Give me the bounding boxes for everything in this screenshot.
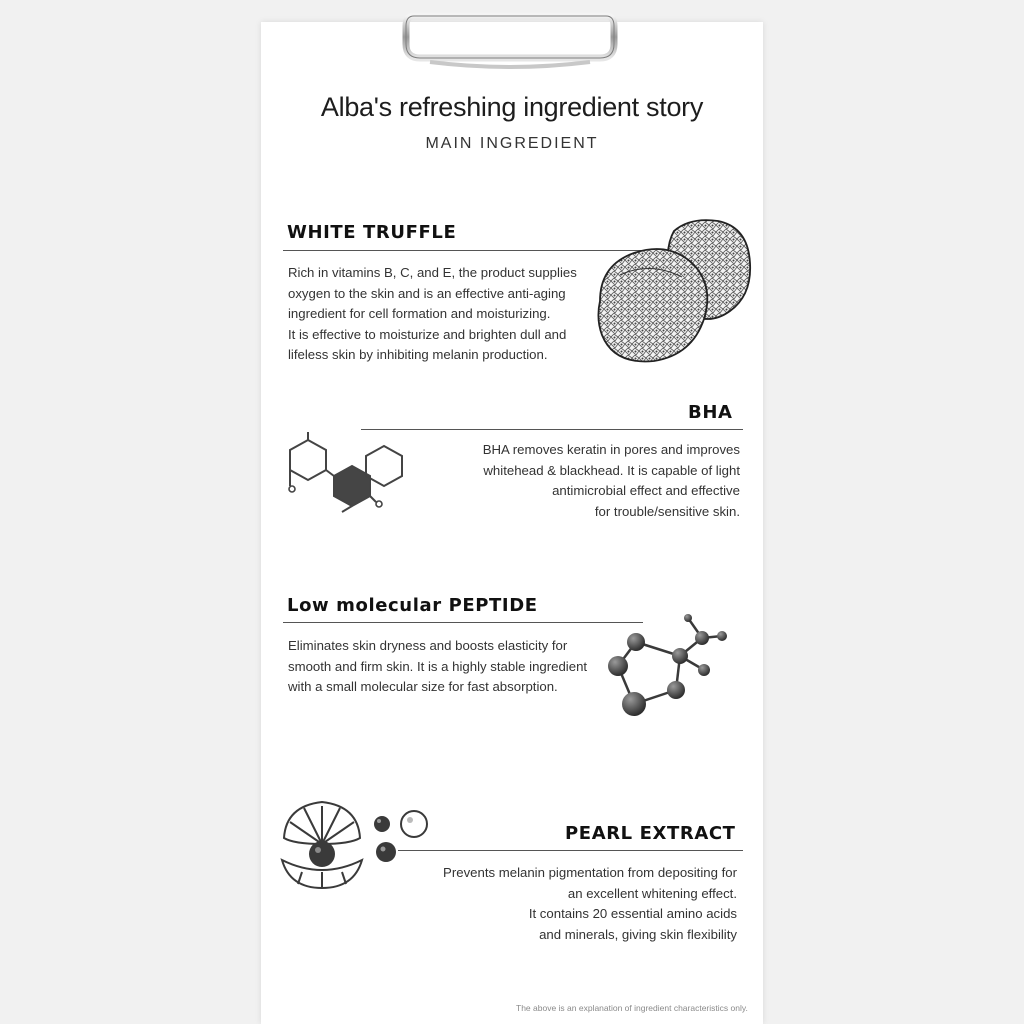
pearl-extract-heading: PEARL EXTRACT — [565, 823, 736, 844]
peptide-description: Eliminates skin dryness and boosts elasticity for smooth and firm skin. It is a highly stable ingredient with a small molecular size for fast absorption. — [288, 638, 588, 694]
pearl-shell-icon — [274, 798, 444, 894]
bha-description: BHA removes keratin in pores and improves whitehead & blackhead. It is capable of light antimicrobial effect and effective for trouble/sensitive skin. — [482, 442, 740, 519]
peptide-heading: Low molecular PEPTIDE — [287, 595, 538, 616]
peptide-rule — [283, 622, 643, 623]
pearl-extract-description: Prevents melanin pigmentation from depositing for an excellent whitening effect. It contains 20 essential amino acids and minerals, giving skin flexibility — [443, 865, 737, 942]
clipboard-clip-icon — [400, 6, 620, 76]
white-truffle-heading: WHITE TRUFFLE — [287, 222, 457, 243]
bha-heading: BHA — [688, 402, 733, 423]
white-truffle-rule — [283, 250, 643, 251]
peptide-molecule-icon — [600, 610, 735, 720]
pearl-extract-rule — [398, 850, 743, 851]
white-truffle-description: Rich in vitamins B, C, and E, the product supplies oxygen to the skin and is an effective anti-aging ingredient for cell formation and moisturizing. It is effective to moisturize and brighten dull and lifeless skin by inhibiting melanin production. — [288, 265, 577, 362]
hexagon-molecule-icon — [280, 428, 410, 518]
page-subtitle: MAIN INGREDIENT — [425, 135, 599, 152]
bha-rule — [361, 429, 743, 430]
truffle-icon — [590, 215, 755, 370]
page-title: Alba's refreshing ingredient story — [320, 92, 704, 122]
footer-note: The above is an explanation of ingredient characteristics only. — [516, 1003, 748, 1013]
